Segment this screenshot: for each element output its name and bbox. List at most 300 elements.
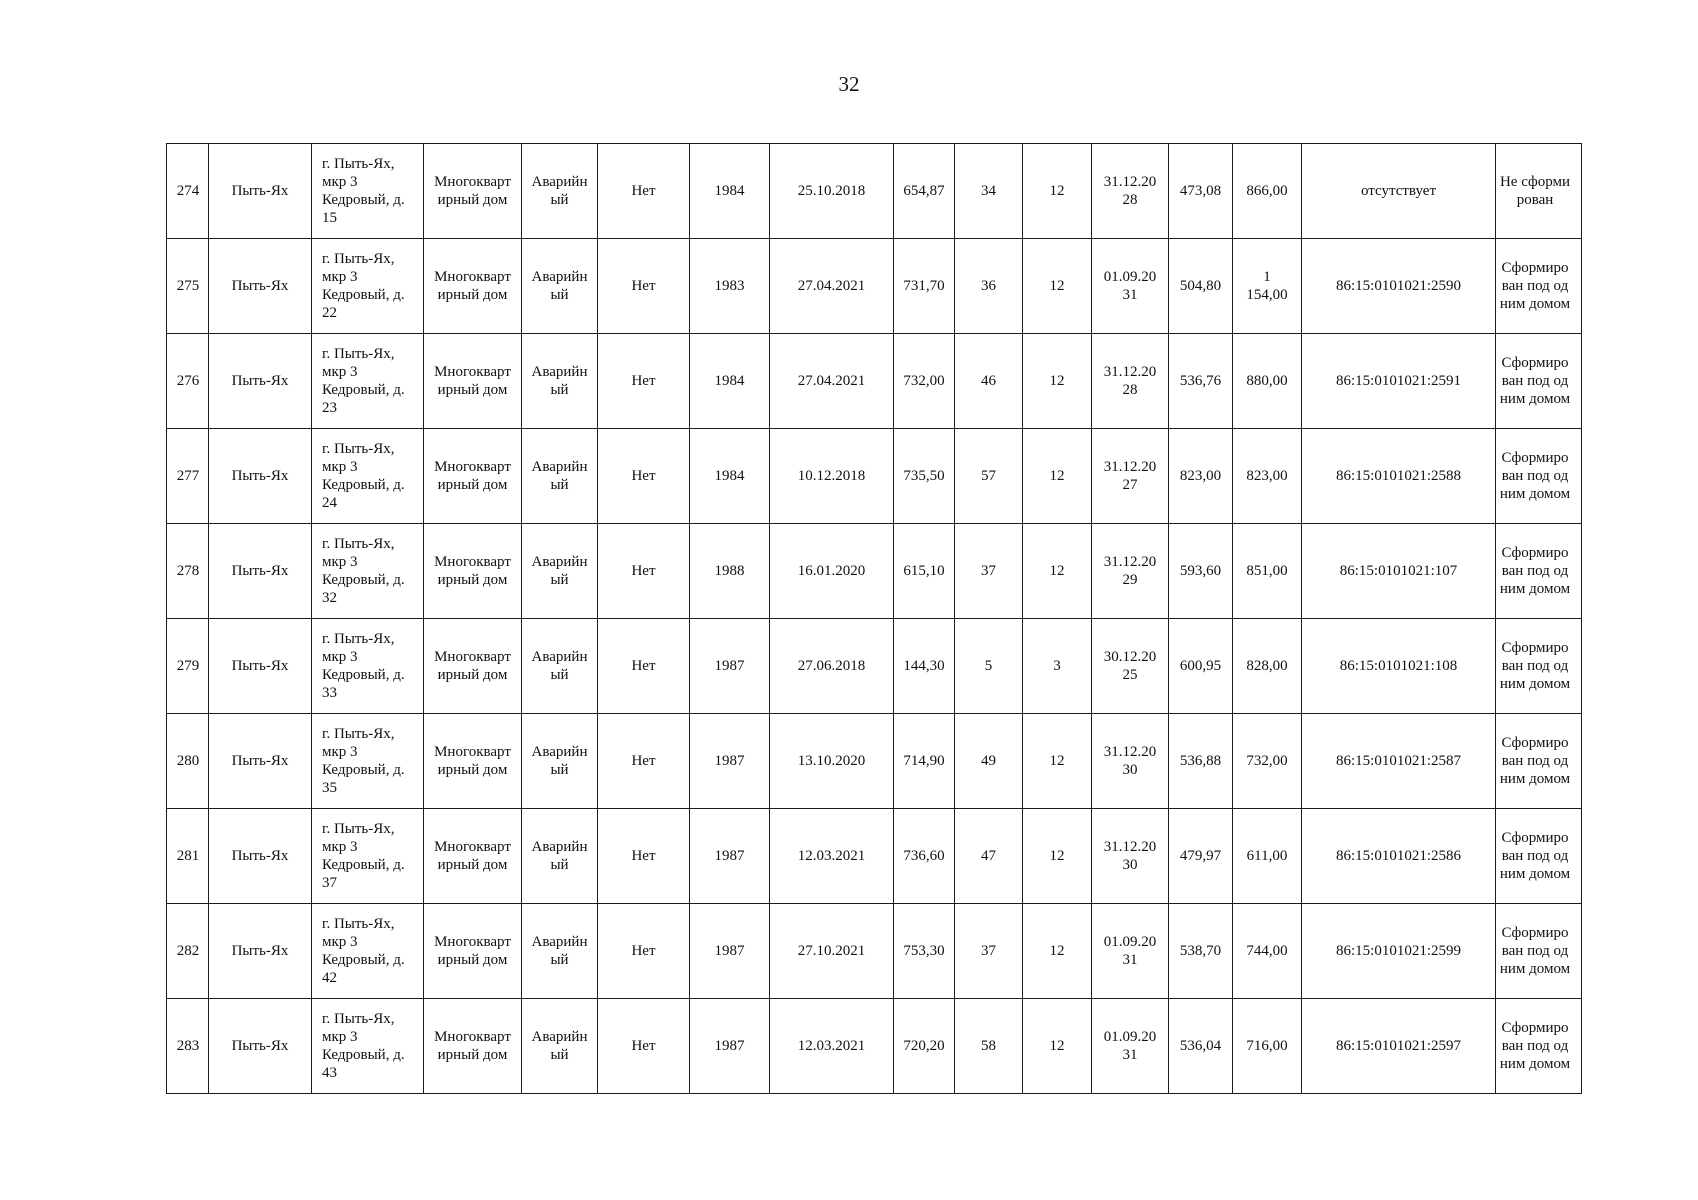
municipality-text: Пыть-Ях bbox=[231, 848, 289, 864]
land-area-text: 536,88 bbox=[1179, 753, 1222, 769]
address-text: г. Пыть-Ях, мкр 3 Кедровый, д. 32 bbox=[322, 536, 405, 606]
construction-year-cell bbox=[690, 619, 770, 714]
address-text: г. Пыть-Ях, мкр 3 Кедровый, д. 24 bbox=[322, 441, 405, 511]
cultural-text: Нет bbox=[631, 183, 656, 199]
area-cell bbox=[894, 714, 955, 809]
cultural-text: Нет bbox=[631, 278, 656, 294]
cultural-heritage-cell bbox=[598, 239, 690, 334]
municipality-text: Пыть-Ях bbox=[231, 1038, 289, 1054]
deadline-text: 31.12.2030 bbox=[1103, 839, 1157, 873]
table-row bbox=[167, 714, 1582, 809]
recognized-date-text: 27.10.2021 bbox=[797, 943, 866, 959]
deadline-text: 30.12.2025 bbox=[1103, 649, 1157, 683]
cadastral-number-cell bbox=[1302, 524, 1496, 619]
row-number-cell bbox=[167, 619, 209, 714]
land-status-cell bbox=[1496, 619, 1582, 714]
address-cell bbox=[312, 239, 424, 334]
num-text: 279 bbox=[176, 658, 200, 674]
construction-year-cell bbox=[690, 429, 770, 524]
municipality-text: Пыть-Ях bbox=[231, 468, 289, 484]
land-status-text: Сформирован под одним домом bbox=[1499, 640, 1571, 692]
cost-text: 611,00 bbox=[1246, 848, 1288, 864]
address-cell bbox=[312, 999, 424, 1094]
condition-cell bbox=[522, 334, 598, 429]
municipality-cell bbox=[209, 239, 312, 334]
cultural-text: Нет bbox=[631, 468, 656, 484]
land-area-cell bbox=[1169, 239, 1233, 334]
municipality-cell bbox=[209, 809, 312, 904]
year-text: 1983 bbox=[714, 278, 745, 294]
residents-cell bbox=[955, 144, 1023, 239]
cadastral-text: 86:15:0101021:107 bbox=[1339, 563, 1458, 579]
address-cell bbox=[312, 619, 424, 714]
num-text: 278 bbox=[176, 563, 200, 579]
municipality-text: Пыть-Ях bbox=[231, 943, 289, 959]
land-status-cell bbox=[1496, 904, 1582, 999]
deadline-text: 31.12.2028 bbox=[1103, 364, 1157, 398]
deadline-cell bbox=[1092, 239, 1169, 334]
apartments-text: 12 bbox=[1049, 183, 1065, 199]
condition-text: Аварийный bbox=[531, 364, 588, 398]
type-text: Многоквартирный дом bbox=[434, 1029, 511, 1063]
residents-text: 37 bbox=[981, 563, 996, 579]
land-status-cell bbox=[1496, 239, 1582, 334]
type-text: Многоквартирный дом bbox=[434, 554, 511, 588]
table-body bbox=[167, 144, 1582, 1094]
area-cell bbox=[894, 239, 955, 334]
cadastral-number-cell bbox=[1302, 334, 1496, 429]
deadline-cell bbox=[1092, 619, 1169, 714]
recognized-date-text: 12.03.2021 bbox=[797, 848, 866, 864]
cost-text: 880,00 bbox=[1246, 373, 1288, 389]
year-text: 1987 bbox=[714, 943, 745, 959]
land-status-text: Сформирован под одним домом bbox=[1499, 735, 1571, 787]
condition-text: Аварийный bbox=[531, 744, 588, 778]
municipality-text: Пыть-Ях bbox=[231, 183, 289, 199]
apartments-cell bbox=[1023, 809, 1092, 904]
land-area-cell bbox=[1169, 334, 1233, 429]
condition-text: Аварийный bbox=[531, 1029, 588, 1063]
recognition-date-cell bbox=[770, 239, 894, 334]
municipality-text: Пыть-Ях bbox=[231, 563, 289, 579]
land-area-cell bbox=[1169, 809, 1233, 904]
construction-year-cell bbox=[690, 144, 770, 239]
apartments-cell bbox=[1023, 144, 1092, 239]
cost-text: 828,00 bbox=[1246, 658, 1288, 674]
cultural-heritage-cell bbox=[598, 809, 690, 904]
cadastral-number-cell bbox=[1302, 714, 1496, 809]
address-text: г. Пыть-Ях, мкр 3 Кедровый, д. 37 bbox=[322, 821, 405, 891]
land-area-text: 473,08 bbox=[1179, 183, 1222, 199]
land-area-cell bbox=[1169, 619, 1233, 714]
apartments-cell bbox=[1023, 619, 1092, 714]
residents-text: 46 bbox=[981, 373, 996, 389]
deadline-text: 31.12.2027 bbox=[1103, 459, 1157, 493]
type-text: Многоквартирный дом bbox=[434, 839, 511, 873]
land-status-cell bbox=[1496, 429, 1582, 524]
deadline-cell bbox=[1092, 429, 1169, 524]
land-area-cell bbox=[1169, 429, 1233, 524]
cadastral-text: 86:15:0101021:2599 bbox=[1335, 943, 1461, 959]
deadline-text: 01.09.2031 bbox=[1103, 934, 1157, 968]
recognition-date-cell bbox=[770, 999, 894, 1094]
condition-cell bbox=[522, 429, 598, 524]
land-status-cell bbox=[1496, 809, 1582, 904]
municipality-cell bbox=[209, 619, 312, 714]
cadastral-text: 86:15:0101021:2590 bbox=[1335, 278, 1461, 294]
cadastral-number-cell bbox=[1302, 904, 1496, 999]
residents-text: 34 bbox=[981, 183, 996, 199]
address-cell bbox=[312, 429, 424, 524]
recognized-date-text: 27.04.2021 bbox=[797, 278, 866, 294]
condition-text: Аварийный bbox=[531, 839, 588, 873]
num-text: 276 bbox=[176, 373, 200, 389]
building-type-cell bbox=[424, 429, 522, 524]
land-status-text: Не сформирован bbox=[1499, 174, 1571, 208]
construction-year-cell bbox=[690, 714, 770, 809]
cadastral-number-cell bbox=[1302, 429, 1496, 524]
land-area-cell bbox=[1169, 714, 1233, 809]
land-area-cell bbox=[1169, 524, 1233, 619]
num-text: 280 bbox=[176, 753, 200, 769]
residents-cell bbox=[955, 999, 1023, 1094]
cost-cell bbox=[1233, 904, 1302, 999]
recognized-date-text: 16.01.2020 bbox=[797, 563, 866, 579]
recognized-date-text: 27.04.2021 bbox=[797, 373, 866, 389]
cost-cell bbox=[1233, 429, 1302, 524]
condition-cell bbox=[522, 239, 598, 334]
land-status-cell bbox=[1496, 999, 1582, 1094]
year-text: 1987 bbox=[714, 848, 745, 864]
apartments-text: 12 bbox=[1049, 468, 1065, 484]
num-text: 275 bbox=[176, 278, 200, 294]
cost-text: 851,00 bbox=[1246, 563, 1288, 579]
row-number-cell bbox=[167, 999, 209, 1094]
address-cell bbox=[312, 144, 424, 239]
apartments-text: 12 bbox=[1049, 373, 1065, 389]
area-cell bbox=[894, 999, 955, 1094]
cost-cell bbox=[1233, 524, 1302, 619]
cost-cell bbox=[1233, 334, 1302, 429]
residents-cell bbox=[955, 904, 1023, 999]
cadastral-number-cell bbox=[1302, 619, 1496, 714]
municipality-cell bbox=[209, 334, 312, 429]
land-area-cell bbox=[1169, 904, 1233, 999]
area-cell bbox=[894, 619, 955, 714]
area-cell bbox=[894, 334, 955, 429]
row-number-cell bbox=[167, 809, 209, 904]
cultural-text: Нет bbox=[631, 943, 656, 959]
cadastral-number-cell bbox=[1302, 144, 1496, 239]
year-text: 1987 bbox=[714, 1038, 745, 1054]
residents-cell bbox=[955, 239, 1023, 334]
cost-text: 1 154,00 bbox=[1246, 269, 1288, 303]
building-type-cell bbox=[424, 619, 522, 714]
year-text: 1988 bbox=[714, 563, 745, 579]
construction-year-cell bbox=[690, 904, 770, 999]
area-text: 714,90 bbox=[903, 753, 945, 769]
row-number-cell bbox=[167, 524, 209, 619]
building-type-cell bbox=[424, 714, 522, 809]
residents-cell bbox=[955, 429, 1023, 524]
recognized-date-text: 27.06.2018 bbox=[797, 658, 866, 674]
cadastral-text: 86:15:0101021:2586 bbox=[1335, 848, 1461, 864]
construction-year-cell bbox=[690, 809, 770, 904]
condition-cell bbox=[522, 999, 598, 1094]
housing-registry-table bbox=[166, 143, 1582, 1094]
apartments-cell bbox=[1023, 334, 1092, 429]
area-text: 753,30 bbox=[903, 943, 945, 959]
residents-text: 36 bbox=[981, 278, 996, 294]
residents-cell bbox=[955, 809, 1023, 904]
recognized-date-text: 12.03.2021 bbox=[797, 1038, 866, 1054]
year-text: 1987 bbox=[714, 753, 745, 769]
municipality-cell bbox=[209, 714, 312, 809]
apartments-cell bbox=[1023, 524, 1092, 619]
residents-text: 49 bbox=[981, 753, 996, 769]
municipality-text: Пыть-Ях bbox=[231, 373, 289, 389]
deadline-cell bbox=[1092, 144, 1169, 239]
table-row bbox=[167, 334, 1582, 429]
table-row bbox=[167, 619, 1582, 714]
cost-cell bbox=[1233, 239, 1302, 334]
address-text: г. Пыть-Ях, мкр 3 Кедровый, д. 33 bbox=[322, 631, 405, 701]
area-text: 732,00 bbox=[903, 373, 945, 389]
address-cell bbox=[312, 524, 424, 619]
year-text: 1984 bbox=[714, 468, 745, 484]
cost-text: 732,00 bbox=[1246, 753, 1288, 769]
cultural-text: Нет bbox=[631, 848, 656, 864]
cultural-heritage-cell bbox=[598, 619, 690, 714]
year-text: 1984 bbox=[714, 183, 745, 199]
cadastral-text: отсутствует bbox=[1360, 183, 1437, 199]
land-status-cell bbox=[1496, 144, 1582, 239]
cost-text: 744,00 bbox=[1246, 943, 1288, 959]
municipality-cell bbox=[209, 429, 312, 524]
land-status-text: Сформирован под одним домом bbox=[1499, 355, 1571, 407]
construction-year-cell bbox=[690, 239, 770, 334]
cadastral-text: 86:15:0101021:108 bbox=[1339, 658, 1458, 674]
deadline-text: 01.09.2031 bbox=[1103, 1029, 1157, 1063]
num-text: 283 bbox=[176, 1038, 200, 1054]
municipality-text: Пыть-Ях bbox=[231, 658, 289, 674]
residents-text: 58 bbox=[981, 1038, 996, 1054]
land-status-text: Сформирован под одним домом bbox=[1499, 1020, 1571, 1072]
construction-year-cell bbox=[690, 334, 770, 429]
apartments-cell bbox=[1023, 239, 1092, 334]
municipality-text: Пыть-Ях bbox=[231, 278, 289, 294]
area-text: 731,70 bbox=[903, 278, 945, 294]
table-row bbox=[167, 904, 1582, 999]
condition-text: Аварийный bbox=[531, 649, 588, 683]
apartments-text: 12 bbox=[1049, 753, 1065, 769]
land-status-text: Сформирован под одним домом bbox=[1499, 545, 1571, 597]
land-status-text: Сформирован под одним домом bbox=[1499, 260, 1571, 312]
address-text: г. Пыть-Ях, мкр 3 Кедровый, д. 42 bbox=[322, 916, 405, 986]
address-text: г. Пыть-Ях, мкр 3 Кедровый, д. 22 bbox=[322, 251, 405, 321]
year-text: 1984 bbox=[714, 373, 745, 389]
cultural-text: Нет bbox=[631, 658, 656, 674]
recognition-date-cell bbox=[770, 429, 894, 524]
condition-text: Аварийный bbox=[531, 554, 588, 588]
address-cell bbox=[312, 334, 424, 429]
residents-cell bbox=[955, 619, 1023, 714]
cultural-text: Нет bbox=[631, 373, 656, 389]
cadastral-number-cell bbox=[1302, 809, 1496, 904]
construction-year-cell bbox=[690, 524, 770, 619]
area-cell bbox=[894, 429, 955, 524]
recognition-date-cell bbox=[770, 334, 894, 429]
building-type-cell bbox=[424, 999, 522, 1094]
condition-cell bbox=[522, 809, 598, 904]
municipality-cell bbox=[209, 524, 312, 619]
residents-text: 37 bbox=[981, 943, 996, 959]
deadline-text: 01.09.2031 bbox=[1103, 269, 1157, 303]
apartments-text: 12 bbox=[1049, 563, 1065, 579]
deadline-cell bbox=[1092, 904, 1169, 999]
area-text: 736,60 bbox=[903, 848, 945, 864]
land-status-cell bbox=[1496, 714, 1582, 809]
area-text: 615,10 bbox=[903, 563, 945, 579]
num-text: 281 bbox=[176, 848, 200, 864]
building-type-cell bbox=[424, 524, 522, 619]
cultural-heritage-cell bbox=[598, 904, 690, 999]
cost-text: 823,00 bbox=[1246, 468, 1288, 484]
municipality-cell bbox=[209, 904, 312, 999]
cultural-heritage-cell bbox=[598, 714, 690, 809]
cadastral-text: 86:15:0101021:2587 bbox=[1335, 753, 1461, 769]
year-text: 1987 bbox=[714, 658, 745, 674]
apartments-text: 3 bbox=[1053, 658, 1061, 674]
residents-text: 57 bbox=[981, 468, 996, 484]
address-cell bbox=[312, 809, 424, 904]
land-status-cell bbox=[1496, 334, 1582, 429]
area-cell bbox=[894, 809, 955, 904]
table-row bbox=[167, 809, 1582, 904]
condition-text: Аварийный bbox=[531, 934, 588, 968]
municipality-cell bbox=[209, 999, 312, 1094]
condition-cell bbox=[522, 714, 598, 809]
table-row bbox=[167, 429, 1582, 524]
deadline-cell bbox=[1092, 334, 1169, 429]
land-area-cell bbox=[1169, 144, 1233, 239]
land-area-text: 823,00 bbox=[1179, 468, 1222, 484]
area-text: 654,87 bbox=[903, 183, 945, 199]
apartments-cell bbox=[1023, 429, 1092, 524]
condition-cell bbox=[522, 904, 598, 999]
type-text: Многоквартирный дом bbox=[434, 744, 511, 778]
residents-cell bbox=[955, 714, 1023, 809]
land-status-text: Сформирован под одним домом bbox=[1499, 925, 1571, 977]
recognized-date-text: 25.10.2018 bbox=[797, 183, 866, 199]
condition-cell bbox=[522, 144, 598, 239]
deadline-text: 31.12.2029 bbox=[1103, 554, 1157, 588]
num-text: 274 bbox=[176, 183, 200, 199]
recognition-date-cell bbox=[770, 904, 894, 999]
land-area-text: 536,04 bbox=[1179, 1038, 1222, 1054]
land-area-text: 538,70 bbox=[1179, 943, 1222, 959]
building-type-cell bbox=[424, 904, 522, 999]
recognition-date-cell bbox=[770, 524, 894, 619]
condition-text: Аварийный bbox=[531, 459, 588, 493]
row-number-cell bbox=[167, 904, 209, 999]
cost-cell bbox=[1233, 144, 1302, 239]
area-text: 735,50 bbox=[903, 468, 945, 484]
deadline-cell bbox=[1092, 999, 1169, 1094]
land-area-text: 479,97 bbox=[1179, 848, 1222, 864]
land-area-text: 504,80 bbox=[1179, 278, 1222, 294]
building-type-cell bbox=[424, 144, 522, 239]
recognition-date-cell bbox=[770, 619, 894, 714]
num-text: 277 bbox=[176, 468, 200, 484]
cost-cell bbox=[1233, 714, 1302, 809]
condition-text: Аварийный bbox=[531, 174, 588, 208]
cost-cell bbox=[1233, 999, 1302, 1094]
condition-cell bbox=[522, 524, 598, 619]
land-area-text: 536,76 bbox=[1179, 373, 1222, 389]
land-status-text: Сформирован под одним домом bbox=[1499, 450, 1571, 502]
cadastral-number-cell bbox=[1302, 999, 1496, 1094]
apartments-cell bbox=[1023, 714, 1092, 809]
type-text: Многоквартирный дом bbox=[434, 459, 511, 493]
row-number-cell bbox=[167, 429, 209, 524]
land-area-text: 593,60 bbox=[1179, 563, 1222, 579]
land-status-text: Сформирован под одним домом bbox=[1499, 830, 1571, 882]
cadastral-number-cell bbox=[1302, 239, 1496, 334]
municipality-cell bbox=[209, 144, 312, 239]
area-cell bbox=[894, 524, 955, 619]
cadastral-text: 86:15:0101021:2588 bbox=[1335, 468, 1461, 484]
cost-text: 866,00 bbox=[1246, 183, 1288, 199]
num-text: 282 bbox=[176, 943, 200, 959]
land-area-cell bbox=[1169, 999, 1233, 1094]
cadastral-text: 86:15:0101021:2597 bbox=[1335, 1038, 1461, 1054]
cost-cell bbox=[1233, 809, 1302, 904]
deadline-cell bbox=[1092, 524, 1169, 619]
row-number-cell bbox=[167, 714, 209, 809]
apartments-cell bbox=[1023, 904, 1092, 999]
cadastral-text: 86:15:0101021:2591 bbox=[1335, 373, 1461, 389]
apartments-text: 12 bbox=[1049, 943, 1065, 959]
cultural-heritage-cell bbox=[598, 524, 690, 619]
recognition-date-cell bbox=[770, 144, 894, 239]
apartments-text: 12 bbox=[1049, 1038, 1065, 1054]
cultural-heritage-cell bbox=[598, 999, 690, 1094]
condition-cell bbox=[522, 619, 598, 714]
deadline-cell bbox=[1092, 809, 1169, 904]
type-text: Многоквартирный дом bbox=[434, 174, 511, 208]
address-text: г. Пыть-Ях, мкр 3 Кедровый, д. 43 bbox=[322, 1011, 405, 1081]
area-text: 720,20 bbox=[903, 1038, 945, 1054]
type-text: Многоквартирный дом bbox=[434, 269, 511, 303]
cultural-heritage-cell bbox=[598, 334, 690, 429]
building-type-cell bbox=[424, 809, 522, 904]
row-number-cell bbox=[167, 334, 209, 429]
deadline-text: 31.12.2028 bbox=[1103, 174, 1157, 208]
apartments-cell bbox=[1023, 999, 1092, 1094]
deadline-text: 31.12.2030 bbox=[1103, 744, 1157, 778]
land-status-cell bbox=[1496, 524, 1582, 619]
building-type-cell bbox=[424, 239, 522, 334]
residents-cell bbox=[955, 524, 1023, 619]
recognition-date-cell bbox=[770, 714, 894, 809]
address-text: г. Пыть-Ях, мкр 3 Кедровый, д. 35 bbox=[322, 726, 405, 796]
page-number: 32 bbox=[838, 72, 860, 96]
type-text: Многоквартирный дом bbox=[434, 649, 511, 683]
residents-text: 47 bbox=[981, 848, 996, 864]
construction-year-cell bbox=[690, 999, 770, 1094]
address-text: г. Пыть-Ях, мкр 3 Кедровый, д. 15 bbox=[322, 156, 405, 226]
